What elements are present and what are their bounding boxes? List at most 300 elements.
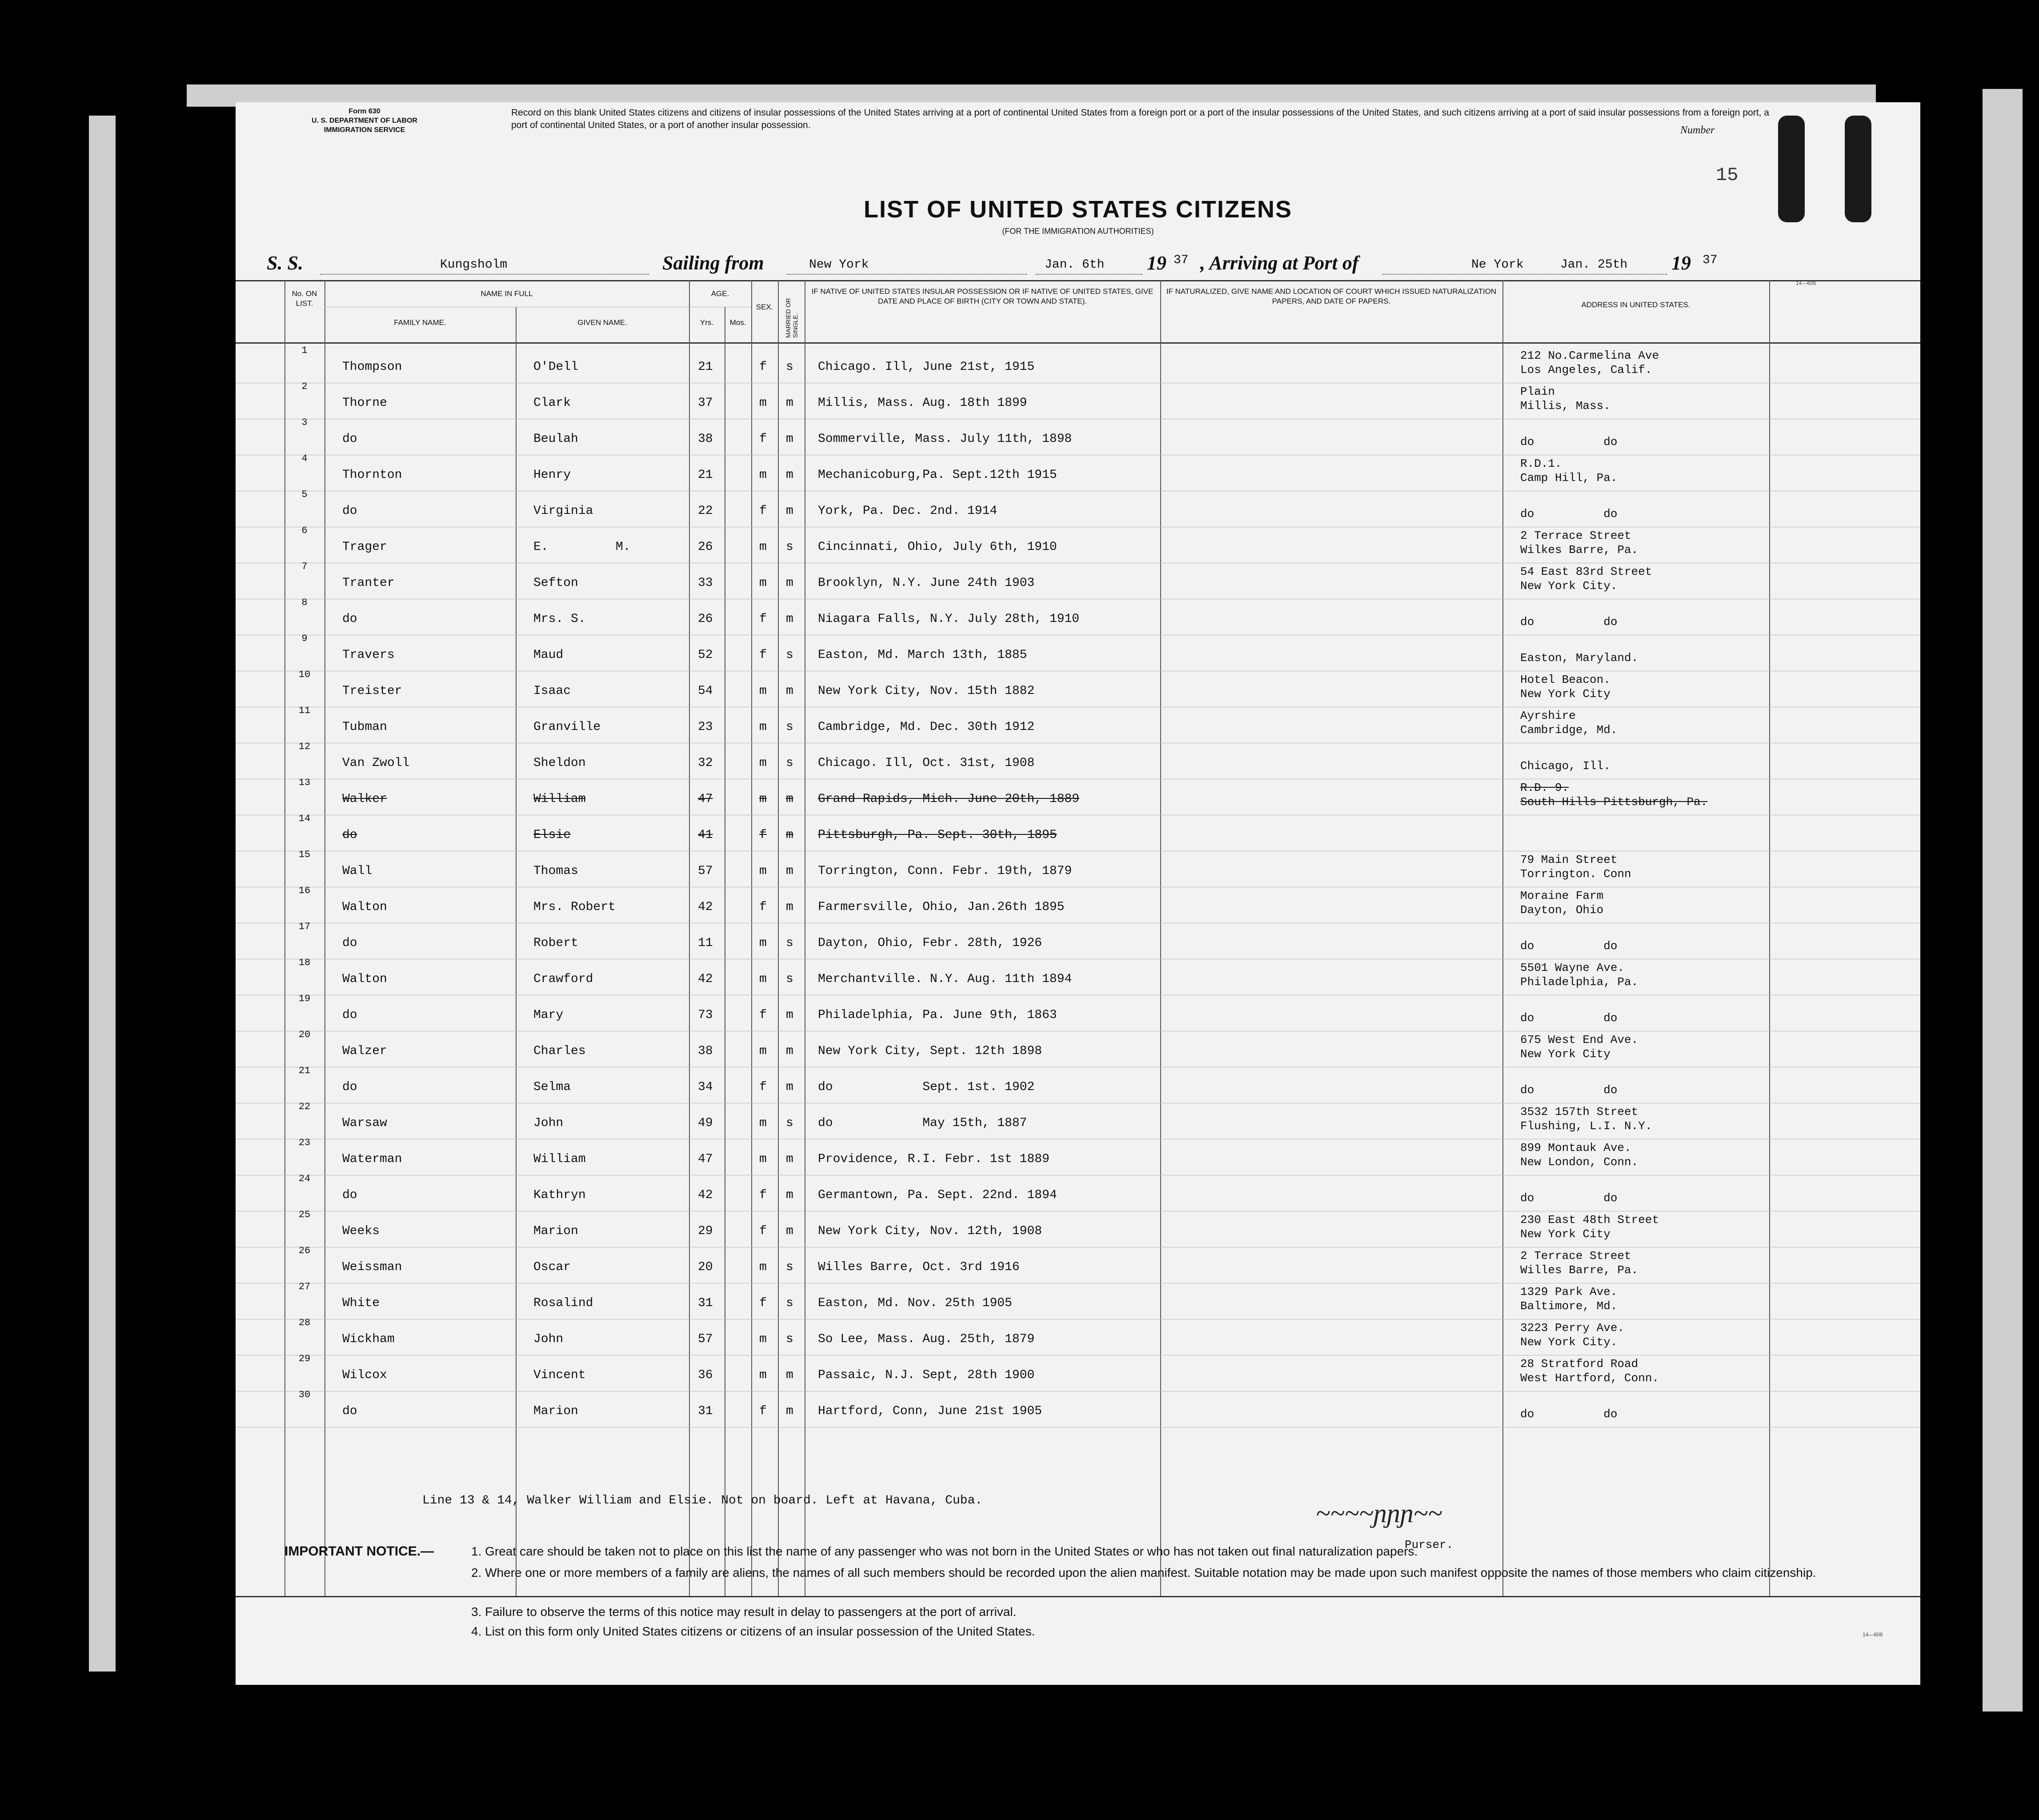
- birth-cell: So Lee, Mass. Aug. 25th, 1879: [818, 1332, 1035, 1346]
- ship-rule: [320, 274, 649, 275]
- notice-item: 2. Where one or more members of a family are aliens, the names of all such members should be recorded upon the alien manifest. Suitable notation may be made upon such manifest opposite the names of those members who claim citizenship.: [471, 1566, 1816, 1579]
- row-number: 30: [298, 1389, 311, 1400]
- row-number: 1: [301, 345, 308, 356]
- birth-cell: Germantown, Pa. Sept. 22nd. 1894: [818, 1188, 1057, 1202]
- address-line-1: Plain: [1520, 385, 1555, 398]
- arrival-port: Ne York: [1471, 258, 1524, 272]
- age-cell: 26: [698, 612, 713, 626]
- birth-cell: Dayton, Ohio, Febr. 28th, 1926: [818, 936, 1042, 950]
- address-line-1: 230 East 48th Street: [1520, 1213, 1659, 1227]
- row-number: 20: [298, 1029, 311, 1040]
- family-name-cell: do: [342, 504, 357, 518]
- sex-cell: f: [759, 360, 767, 374]
- sex-cell: f: [759, 828, 767, 842]
- family-name-cell: Tubman: [342, 720, 387, 734]
- col-header-married: MARRIED OR SINGLE.: [785, 298, 799, 338]
- arrival-date: Jan. 25th: [1560, 258, 1628, 272]
- sex-cell: f: [759, 432, 767, 446]
- family-name-cell: do: [342, 936, 357, 950]
- address-line-2: Cambridge, Md.: [1520, 723, 1618, 737]
- birth-cell: Easton, Md. March 13th, 1885: [818, 648, 1027, 662]
- col-rule: [516, 307, 517, 1596]
- family-name-cell: Warsaw: [342, 1116, 387, 1130]
- age-cell: 26: [698, 540, 713, 554]
- address-line-2: New York City: [1520, 687, 1610, 701]
- address-line-2: do do: [1520, 435, 1618, 449]
- row-number: 28: [298, 1317, 311, 1328]
- given-name-cell: Isaac: [533, 684, 571, 698]
- address-line-1: 54 East 83rd Street: [1520, 565, 1652, 578]
- marital-cell: m: [786, 576, 793, 590]
- birth-cell: Farmersville, Ohio, Jan.26th 1895: [818, 900, 1065, 914]
- sex-cell: m: [759, 720, 767, 734]
- notice-item: 1. Great care should be taken not to place on this list the name of any passenger who was not born in the United States or who has not taken out final naturalization papers.: [471, 1544, 1418, 1558]
- col-header-naturalized: IF NATURALIZED, GIVE NAME AND LOCATION OF COURT WHICH ISSUED NATURALIZATION PAPERS, AND DATE OF PAPERS.: [1166, 287, 1497, 305]
- family-name-cell: Treister: [342, 684, 402, 698]
- sail-date: Jan. 6th: [1045, 258, 1105, 272]
- sex-cell: m: [759, 1332, 767, 1346]
- row-number: 4: [301, 453, 308, 464]
- family-name-cell: Thornton: [342, 468, 402, 482]
- row-number: 11: [298, 705, 311, 716]
- marital-cell: s: [786, 1260, 793, 1274]
- table-bottom-rule: [236, 1596, 1920, 1597]
- address-line-2: West Hartford, Conn.: [1520, 1371, 1659, 1385]
- passenger-table: [236, 280, 1920, 1596]
- given-name-cell: Mrs. S.: [533, 612, 586, 626]
- sex-cell: m: [759, 1368, 767, 1382]
- given-name-cell: Elsie: [533, 828, 571, 842]
- age-cell: 21: [698, 360, 713, 374]
- marital-cell: m: [786, 504, 793, 518]
- birth-cell: Chicago. Ill, June 21st, 1915: [818, 360, 1035, 374]
- form-code: 14—606: [1863, 1632, 1883, 1638]
- age-cell: 21: [698, 468, 713, 482]
- age-cell: 73: [698, 1008, 713, 1022]
- address-line-2: South Hills Pittsburgh, Pa.: [1520, 795, 1708, 809]
- col-header-yrs: Yrs.: [700, 318, 714, 327]
- sex-cell: m: [759, 792, 767, 806]
- address-line-2: Willes Barre, Pa.: [1520, 1263, 1638, 1277]
- form-number: Form 630: [349, 108, 381, 115]
- given-name-cell: Clark: [533, 396, 571, 410]
- birth-cell: Willes Barre, Oct. 3rd 1916: [818, 1260, 1020, 1274]
- birth-cell: Brooklyn, N.Y. June 24th 1903: [818, 576, 1035, 590]
- address-line-1: 2 Terrace Street: [1520, 529, 1631, 542]
- sex-cell: m: [759, 1116, 767, 1130]
- given-name-cell: Marion: [533, 1224, 578, 1238]
- marital-cell: s: [786, 1332, 793, 1346]
- col-header-name: NAME IN FULL: [481, 289, 533, 298]
- arriving-label: , Arriving at Port of: [1200, 252, 1359, 274]
- sex-cell: m: [759, 756, 767, 770]
- ship-name: Kungsholm: [440, 258, 508, 272]
- family-name-cell: Wall: [342, 864, 373, 878]
- row-number: 2: [301, 381, 308, 392]
- row-number: 17: [298, 921, 311, 932]
- given-name-cell: Sheldon: [533, 756, 586, 770]
- col-header-given: GIVEN NAME.: [577, 318, 627, 327]
- table-top-rule: [236, 280, 1920, 281]
- age-cell: 52: [698, 648, 713, 662]
- row-number: 5: [301, 489, 308, 500]
- col-header-mos: Mos.: [729, 318, 746, 327]
- col-header-age: AGE.: [711, 289, 729, 298]
- col-rule: [751, 280, 752, 1596]
- col-header-birth: IF NATIVE OF UNITED STATES INSULAR POSSESSION OR IF NATIVE OF UNITED STATES, GIVE DATE AND PLACE OF BIRTH (CITY OR TOWN AND STATE).: [811, 287, 1154, 305]
- given-name-cell: Thomas: [533, 864, 578, 878]
- address-line-2: New York City: [1520, 1227, 1610, 1241]
- given-name-cell: Granville: [533, 720, 601, 734]
- given-name-cell: E. M.: [533, 540, 631, 554]
- birth-cell: Hartford, Conn, June 21st 1905: [818, 1404, 1042, 1418]
- age-cell: 42: [698, 900, 713, 914]
- sex-cell: m: [759, 936, 767, 950]
- arrival-year: 37: [1703, 253, 1718, 267]
- from-rule: [787, 274, 1027, 275]
- sex-cell: f: [759, 1080, 767, 1094]
- age-cell: 38: [698, 1044, 713, 1058]
- marital-cell: s: [786, 720, 793, 734]
- row-number: 13: [298, 777, 311, 788]
- marital-cell: m: [786, 1224, 793, 1238]
- col-rule: [778, 280, 779, 1596]
- sex-cell: f: [759, 1188, 767, 1202]
- marital-cell: m: [786, 1008, 793, 1022]
- age-cell: 57: [698, 864, 713, 878]
- marital-cell: m: [786, 828, 793, 842]
- marital-cell: m: [786, 792, 793, 806]
- right-film-edge: [1983, 89, 2023, 1712]
- ss-label: S. S.: [267, 252, 303, 274]
- age-cell: 47: [698, 1152, 713, 1166]
- marital-cell: m: [786, 396, 793, 410]
- sex-cell: f: [759, 612, 767, 626]
- row-number: 10: [298, 669, 311, 680]
- family-name-cell: White: [342, 1296, 380, 1310]
- given-name-cell: Henry: [533, 468, 571, 482]
- birth-cell: Sommerville, Mass. July 11th, 1898: [818, 432, 1072, 446]
- given-name-cell: Mary: [533, 1008, 564, 1022]
- given-name-cell: O'Dell: [533, 360, 578, 374]
- form-service: IMMIGRATION SERVICE: [324, 126, 405, 134]
- row-number: 3: [301, 417, 308, 428]
- row-number: 18: [298, 957, 311, 968]
- header-bottom-rule: [236, 342, 1920, 344]
- family-name-cell: Travers: [342, 648, 395, 662]
- address-line-2: Los Angeles, Calif.: [1520, 363, 1652, 377]
- form-code: 14—606: [1796, 280, 1816, 286]
- age-cell: 49: [698, 1116, 713, 1130]
- given-name-cell: William: [533, 1152, 586, 1166]
- address-line-1: 1329 Park Ave.: [1520, 1285, 1618, 1299]
- birth-cell: Millis, Mass. Aug. 18th 1899: [818, 396, 1027, 410]
- family-name-cell: do: [342, 828, 357, 842]
- marital-cell: s: [786, 972, 793, 986]
- birth-cell: Pittsburgh, Pa. Sept. 30th, 1895: [818, 828, 1057, 842]
- age-cell: 11: [698, 936, 713, 950]
- address-line-2: New York City: [1520, 1047, 1610, 1061]
- sex-cell: f: [759, 648, 767, 662]
- row-number: 15: [298, 849, 311, 860]
- col-rule: [284, 280, 285, 1596]
- list-number: 15: [1716, 164, 1739, 186]
- address-line-1: R.D. 9.: [1520, 781, 1569, 794]
- address-line-2: do do: [1520, 1083, 1618, 1097]
- row-number: 16: [298, 885, 311, 896]
- address-line-2: Millis, Mass.: [1520, 399, 1610, 413]
- page-subtitle: (FOR THE IMMIGRATION AUTHORITIES): [1002, 227, 1154, 236]
- col-rule: [1769, 280, 1770, 1596]
- marital-cell: s: [786, 648, 793, 662]
- age-cell: 57: [698, 1332, 713, 1346]
- record-instruction: Record on this blank United States citizens and citizens of insular possessions of the United States arriving at a port of continental United States from a foreign port or a port of the insular possessions of the United States, and such citizens arriving at a port of said insular possessions from a foreign port, a port of continental United States, or a port of another insular possession.: [511, 108, 1769, 130]
- year-prefix: 19: [1671, 252, 1691, 274]
- family-name-cell: Van Zwoll: [342, 756, 410, 770]
- age-cell: 22: [698, 504, 713, 518]
- address-line-2: Flushing, L.I. N.Y.: [1520, 1119, 1652, 1133]
- sex-cell: m: [759, 576, 767, 590]
- given-name-cell: Sefton: [533, 576, 578, 590]
- age-cell: 47: [698, 792, 713, 806]
- row-number: 23: [298, 1137, 311, 1148]
- given-name-cell: John: [533, 1116, 564, 1130]
- sex-cell: f: [759, 1224, 767, 1238]
- birth-cell: Cambridge, Md. Dec. 30th 1912: [818, 720, 1035, 734]
- sex-cell: m: [759, 1260, 767, 1274]
- family-name-cell: Wilcox: [342, 1368, 387, 1382]
- birth-cell: do Sept. 1st. 1902: [818, 1080, 1035, 1094]
- given-name-cell: Maud: [533, 648, 564, 662]
- marital-cell: m: [786, 900, 793, 914]
- birth-cell: New York City, Sept. 12th 1898: [818, 1044, 1042, 1058]
- age-cell: 37: [698, 396, 713, 410]
- birth-cell: Chicago. Ill, Oct. 31st, 1908: [818, 756, 1035, 770]
- remark-text: Line 13 & 14, Walker William and Elsie. Not on board. Left at Havana, Cuba.: [422, 1494, 983, 1507]
- address-line-2: Baltimore, Md.: [1520, 1299, 1618, 1313]
- address-line-2: Easton, Maryland.: [1520, 651, 1638, 665]
- given-name-cell: Virginia: [533, 504, 593, 518]
- col-rule: [689, 280, 690, 1596]
- sex-cell: m: [759, 864, 767, 878]
- birth-cell: New York City, Nov. 12th, 1908: [818, 1224, 1042, 1238]
- marital-cell: m: [786, 612, 793, 626]
- given-name-cell: Selma: [533, 1080, 571, 1094]
- address-line-1: Moraine Farm: [1520, 889, 1604, 902]
- address-line-1: 5501 Wayne Ave.: [1520, 961, 1625, 974]
- birth-cell: Easton, Md. Nov. 25th 1905: [818, 1296, 1012, 1310]
- address-line-1: 28 Stratford Road: [1520, 1357, 1638, 1371]
- sex-cell: f: [759, 504, 767, 518]
- given-name-cell: Rosalind: [533, 1296, 593, 1310]
- col-header-sex: SEX.: [756, 303, 773, 311]
- marital-cell: m: [786, 864, 793, 878]
- purser-signature: ~~~~ɲɲɲ~~: [1316, 1499, 1442, 1528]
- family-name-cell: do: [342, 1188, 357, 1202]
- given-name-cell: Vincent: [533, 1368, 586, 1382]
- address-line-2: do do: [1520, 1407, 1618, 1421]
- address-line-2: Wilkes Barre, Pa.: [1520, 543, 1638, 557]
- family-name-cell: Tranter: [342, 576, 395, 590]
- family-name-cell: Trager: [342, 540, 387, 554]
- notice-title: IMPORTANT NOTICE.—: [284, 1544, 434, 1559]
- notice-item: 3. Failure to observe the terms of this notice may result in delay to passengers at the port of arrival.: [471, 1605, 1017, 1619]
- sailing-label: Sailing from: [662, 252, 764, 274]
- col-header-no: No. ON LIST.: [292, 289, 317, 308]
- address-line-1: 212 No.Carmelina Ave: [1520, 349, 1659, 362]
- birth-cell: Philadelphia, Pa. June 9th, 1863: [818, 1008, 1057, 1022]
- given-name-cell: William: [533, 792, 586, 806]
- given-name-cell: John: [533, 1332, 564, 1346]
- row-number: 29: [298, 1353, 311, 1364]
- address-line-2: Camp Hill, Pa.: [1520, 471, 1618, 485]
- age-cell: 32: [698, 756, 713, 770]
- family-name-cell: Weeks: [342, 1224, 380, 1238]
- sex-cell: m: [759, 972, 767, 986]
- address-line-2: Torrington. Conn: [1520, 867, 1631, 881]
- address-line-1: 2 Terrace Street: [1520, 1249, 1631, 1263]
- address-line-2: Philadelphia, Pa.: [1520, 975, 1638, 989]
- family-name-cell: Waterman: [342, 1152, 402, 1166]
- marital-cell: m: [786, 1152, 793, 1166]
- row-number: 27: [298, 1281, 311, 1292]
- address-line-1: R.D.1.: [1520, 457, 1562, 470]
- sex-cell: m: [759, 396, 767, 410]
- marital-cell: m: [786, 1404, 793, 1418]
- given-name-cell: Kathryn: [533, 1188, 586, 1202]
- left-film-edge: [89, 116, 116, 1672]
- age-cell: 42: [698, 1188, 713, 1202]
- age-cell: 41: [698, 828, 713, 842]
- address-line-2: New York City.: [1520, 579, 1618, 593]
- sex-cell: f: [759, 1008, 767, 1022]
- address-line-2: do do: [1520, 507, 1618, 521]
- marital-cell: m: [786, 684, 793, 698]
- marital-cell: s: [786, 1296, 793, 1310]
- address-line-1: Ayrshire: [1520, 709, 1576, 722]
- address-line-2: Dayton, Ohio: [1520, 903, 1604, 917]
- given-name-cell: Beulah: [533, 432, 578, 446]
- row-number: 7: [301, 561, 308, 572]
- address-line-2: do do: [1520, 1011, 1618, 1025]
- birth-cell: Mechanicoburg,Pa. Sept.12th 1915: [818, 468, 1057, 482]
- given-name-cell: Oscar: [533, 1260, 571, 1274]
- address-line-1: 79 Main Street: [1520, 853, 1618, 866]
- sex-cell: m: [759, 468, 767, 482]
- marital-cell: s: [786, 1116, 793, 1130]
- marital-cell: m: [786, 1080, 793, 1094]
- age-cell: 36: [698, 1368, 713, 1382]
- marital-cell: m: [786, 468, 793, 482]
- given-name-cell: Robert: [533, 936, 578, 950]
- page-title: LIST OF UNITED STATES CITIZENS: [864, 196, 1292, 223]
- col-header-address: ADDRESS IN UNITED STATES.: [1581, 301, 1690, 309]
- family-name-cell: do: [342, 1008, 357, 1022]
- age-cell: 54: [698, 684, 713, 698]
- address-line-2: do do: [1520, 1191, 1618, 1205]
- address-line-1: 3223 Perry Ave.: [1520, 1321, 1625, 1335]
- row-number: 24: [298, 1173, 311, 1184]
- age-cell: 23: [698, 720, 713, 734]
- address-line-2: Chicago, Ill.: [1520, 759, 1610, 773]
- birth-cell: Cincinnati, Ohio, July 6th, 1910: [818, 540, 1057, 554]
- family-name-cell: do: [342, 432, 357, 446]
- sex-cell: m: [759, 540, 767, 554]
- marital-cell: s: [786, 756, 793, 770]
- address-line-2: do do: [1520, 615, 1618, 629]
- given-name-cell: Crawford: [533, 972, 593, 986]
- age-cell: 20: [698, 1260, 713, 1274]
- marital-cell: m: [786, 1368, 793, 1382]
- notice-item: 4. List on this form only United States citizens or citizens of an insular possession of the United States.: [471, 1624, 1035, 1638]
- age-cell: 33: [698, 576, 713, 590]
- sex-cell: f: [759, 900, 767, 914]
- given-name-cell: Marion: [533, 1404, 578, 1418]
- row-number: 9: [301, 633, 308, 644]
- given-name-cell: Charles: [533, 1044, 586, 1058]
- marital-cell: s: [786, 360, 793, 374]
- sail-year: 37: [1174, 253, 1189, 267]
- family-name-cell: do: [342, 612, 357, 626]
- row-number: 12: [298, 741, 311, 752]
- age-cell: 31: [698, 1296, 713, 1310]
- address-line-2: do do: [1520, 939, 1618, 953]
- address-line-2: New York City.: [1520, 1335, 1618, 1349]
- from-port: New York: [809, 258, 869, 272]
- birth-cell: Merchantville. N.Y. Aug. 11th 1894: [818, 972, 1072, 986]
- sex-cell: m: [759, 684, 767, 698]
- family-name-cell: Walton: [342, 972, 387, 986]
- sex-cell: f: [759, 1404, 767, 1418]
- row-number: 26: [298, 1245, 311, 1256]
- address-line-1: 3532 157th Street: [1520, 1105, 1638, 1118]
- row-number: 19: [298, 993, 311, 1004]
- birth-cell: York, Pa. Dec. 2nd. 1914: [818, 504, 997, 518]
- form-department: U. S. DEPARTMENT OF LABOR: [312, 117, 417, 124]
- address-line-1: 899 Montauk Ave.: [1520, 1141, 1631, 1155]
- voyage-line: [236, 249, 1920, 276]
- marital-cell: s: [786, 540, 793, 554]
- col-rule: [1502, 280, 1503, 1596]
- manifest-page: [236, 102, 1920, 1685]
- birth-cell: do May 15th, 1887: [818, 1116, 1027, 1130]
- birth-cell: Providence, R.I. Febr. 1st 1889: [818, 1152, 1050, 1166]
- row-number: 6: [301, 525, 308, 536]
- marital-cell: m: [786, 1044, 793, 1058]
- age-cell: 38: [698, 432, 713, 446]
- address-line-1: 675 West End Ave.: [1520, 1033, 1638, 1046]
- year-prefix: 19: [1147, 252, 1166, 274]
- row-number: 14: [298, 813, 311, 824]
- family-name-cell: Walzer: [342, 1044, 387, 1058]
- marital-cell: m: [786, 432, 793, 446]
- birth-cell: Niagara Falls, N.Y. July 28th, 1910: [818, 612, 1080, 626]
- family-name-cell: Weissman: [342, 1260, 402, 1274]
- row-number: 21: [298, 1065, 311, 1076]
- form-identifier: [284, 107, 445, 135]
- marital-cell: m: [786, 1188, 793, 1202]
- col-rule: [324, 280, 325, 1596]
- marital-cell: s: [786, 936, 793, 950]
- row-number: 8: [301, 597, 308, 608]
- age-cell: 29: [698, 1224, 713, 1238]
- sex-cell: f: [759, 1296, 767, 1310]
- birth-cell: Grand Rapids, Mich. June 20th, 1889: [818, 792, 1080, 806]
- number-label: Number: [1680, 124, 1715, 136]
- family-name-cell: Thorne: [342, 396, 387, 410]
- purser-label: Purser.: [1405, 1538, 1454, 1551]
- address-line-2: New London, Conn.: [1520, 1155, 1638, 1169]
